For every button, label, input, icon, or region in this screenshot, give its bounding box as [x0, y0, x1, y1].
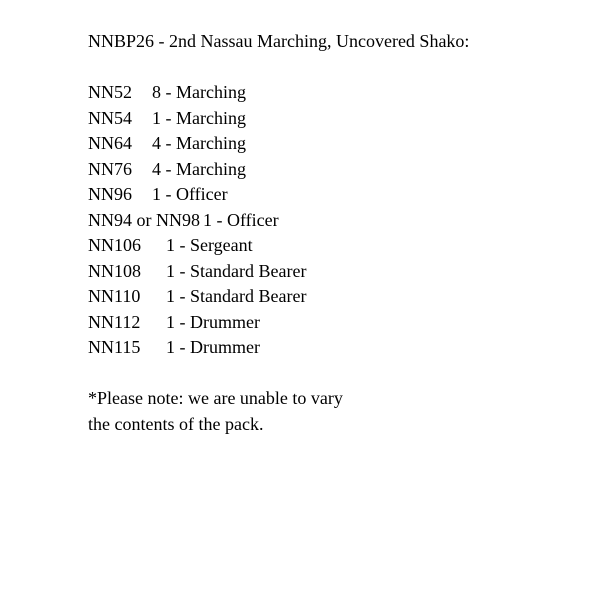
item-description: 1 - Standard Bearer: [166, 286, 307, 306]
item-code: NN94 or NN98: [88, 209, 200, 230]
list-item: [88, 80, 588, 106]
spacer: [88, 55, 588, 81]
pack-title: NNBP26 - 2nd Nassau Marching, Uncovered Shako:: [88, 31, 470, 51]
item-description: 8 - Marching: [152, 82, 246, 102]
item-description: 1 - Standard Bearer: [166, 260, 307, 281]
item-code: NN112: [88, 311, 141, 332]
list-item: [88, 131, 588, 157]
item-code: NN108: [88, 260, 141, 281]
item-description: 1 - Sergeant: [166, 235, 253, 255]
list-item: [88, 310, 588, 336]
item-description: 1 - Marching: [152, 107, 246, 128]
item-description: 1 - Drummer: [166, 337, 260, 357]
item-code: NN54: [88, 107, 132, 128]
list-item: [88, 284, 588, 310]
item-code: NN52: [88, 82, 132, 102]
item-description: 1 - Officer: [203, 209, 279, 230]
item-description: 4 - Marching: [152, 133, 246, 153]
note-line: *Please note: we are unable to vary: [88, 388, 343, 408]
pack-contents-document: [88, 29, 588, 437]
contents-list: [88, 80, 588, 361]
list-item: [88, 233, 588, 259]
list-item: [88, 157, 588, 183]
item-code: NN110: [88, 286, 141, 306]
item-description: 1 - Officer: [152, 184, 228, 204]
list-item: [88, 208, 588, 234]
item-code: NN115: [88, 337, 141, 357]
pack-note: [88, 386, 588, 437]
item-code: NN96: [88, 184, 132, 204]
item-code: NN106: [88, 235, 141, 255]
list-item: [88, 259, 588, 285]
item-code: NN64: [88, 133, 132, 153]
list-item: [88, 106, 588, 132]
note-line: the contents of the pack.: [88, 413, 264, 434]
list-item: [88, 182, 588, 208]
item-description: 1 - Drummer: [166, 311, 260, 332]
list-item: [88, 335, 588, 361]
item-description: 4 - Marching: [152, 158, 246, 179]
item-code: NN76: [88, 158, 132, 179]
